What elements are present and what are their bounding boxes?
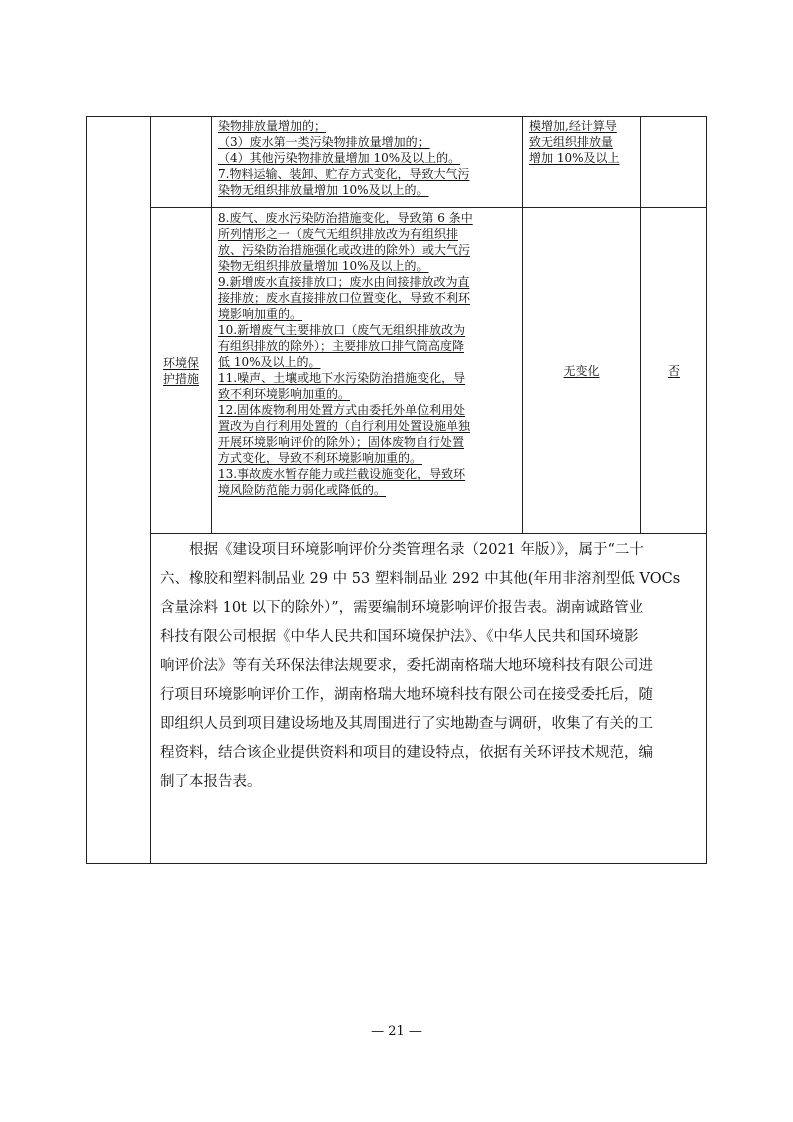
row-divider bbox=[150, 533, 707, 534]
column-divider bbox=[211, 116, 212, 534]
requirement-cell-row2: 8.废气、废水污染防治措施变化，导致第 6 条中 所列情形之一（废气无组织排放改为有组织排 放、污染防治措施强化或改进的除外）或大气污 染物无组织排放量增加 10%及以上的。 9.新增废水直接排放口；废水由间接排放改为直 接排放；废水直接排放口位置变化，导致不利环 境影响加重的。 10.新增废气主要排放口（废气无组织排放改为 有组织排放的除外）；主要排放口排气筒高度降 低 10%及以上的。 11.噪声、土壤或地下水污染防治措施变化，导 致不利环境影响加重的。 12.固体废物利用处置方式由委托外单位利用处 置改为自行利用处置的（自行利用处置设施单独 开展环境影响评价的除外）；固体废物自行处置 方式变化，导致不利环境影响加重的。 13.事故废水暂存能力或拦截设施变化，导致环 境风险防范能力弱化或降低的。 bbox=[218, 211, 473, 497]
requirement-cell-row1: 染物排放量增加的； （3）废水第一类污染物排放量增加的； （4）其他污染物排放量增加 10%及以上的。 7.物料运输、装卸、贮存方式变化，导致大气污 染物无组织排放量增加 10%及以上的。 bbox=[218, 119, 470, 197]
category-cell-environment-protection: 环境保 护措施 bbox=[162, 355, 199, 386]
page-number: — 21 — bbox=[371, 1024, 422, 1039]
situation-cell-row1: 模增加,经计算导 致无组织排放量 增加 10%及以上 bbox=[529, 119, 620, 165]
major-change-cell-row2: 否 bbox=[667, 363, 680, 378]
conclusion-paragraph: 根据《建设项目环境影响评价分类管理名录（2021 年版）》，属于“二十 六、橡胶和塑料制品业 29 中 53 塑料制品业 292 中其他(年用非溶剂型低 VOCs 含量涂料 10t 以下的除外）”，需要编制环境影响评价报告表。湖南诚路管业 科技有限公司根据《中华人民共和国环境保护法》、《中华人民共和国环境影 响评价法》等有关环保法律法规要求，委托湖南格瑞大地环境科技有限公司进 行项目环境影响评价工作，湖南格瑞大地环境科技有限公司在接受委托后，随 即组织人员到项目建设场地及其周围进行了实地勘查与调研，收集了有关的工 程资料，结合该企业提供资料和项目的建设特点，依据有关环评技术规范，编 制了本报告表。 bbox=[160, 542, 681, 790]
situation-cell-row2: 无变化 bbox=[563, 363, 600, 378]
